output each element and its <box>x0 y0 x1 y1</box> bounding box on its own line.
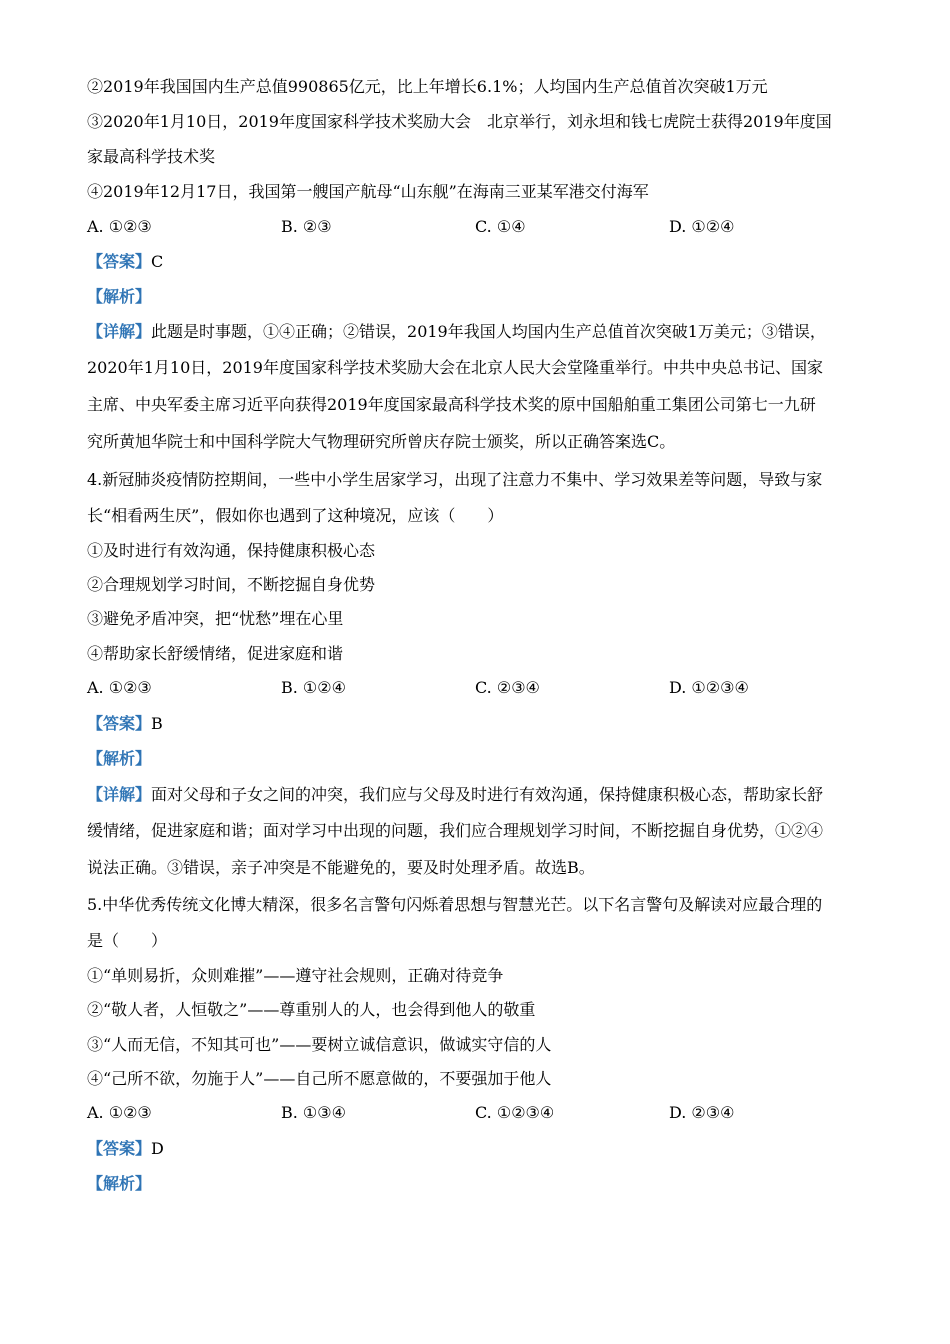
q4-analysis <box>87 748 151 770</box>
q3-item-3-cont: 家最高科学技术奖 <box>87 147 216 166</box>
q3-analysis <box>87 286 151 308</box>
answer-value: C <box>151 252 164 271</box>
q5-item-2: ②“敬人者，人恒敬之”——尊重别人的人，也会得到他人的敬重 <box>87 1000 536 1019</box>
answer-value: D <box>151 1139 164 1158</box>
q3-detail-line: 究所黄旭华院士和中国科学院大气物理研究所曾庆存院士颁奖，所以正确答案选C。 <box>87 432 676 451</box>
q4-option-c: C. ②③④ <box>475 678 540 697</box>
q4-item-1: ①及时进行有效沟通，保持健康积极心态 <box>87 541 376 560</box>
q5-analysis <box>87 1173 151 1195</box>
q4-detail-line: 说法正确。③错误，亲子冲突是不能避免的，要及时处理矛盾。故选B。 <box>87 858 595 877</box>
q5-answer <box>87 1138 164 1160</box>
analysis-tag: 【解析】 <box>87 1174 152 1193</box>
q5-item-3: ③“人而无信，不知其可也”——要树立诚信意识，做诚实守信的人 <box>87 1035 552 1054</box>
q5-item-1: ①“单则易折，众则难摧”——遵守社会规则，正确对待竞争 <box>87 966 504 985</box>
q4-option-d: D. ①②③④ <box>669 678 749 697</box>
q5-stem-cont: 是（ ） <box>87 931 168 950</box>
q3-option-d: D. ①②④ <box>669 217 735 236</box>
analysis-tag: 【解析】 <box>87 287 152 306</box>
q4-item-4: ④帮助家长舒缓情绪，促进家庭和谐 <box>87 644 344 663</box>
q3-answer <box>87 251 163 273</box>
q3-detail-line: 2020年1月10日，2019年度国家科学技术奖励大会在北京人民大会堂隆重举行。中共中央总书记、国家 <box>87 358 823 377</box>
answer-tag: 【答案】 <box>87 1139 152 1158</box>
answer-value: B <box>151 714 163 733</box>
q3-detail-line: 【详解】此题是时事题，①④正确；②错误，2019年我国人均国内生产总值首次突破1万美元；③错误， <box>87 322 826 341</box>
q3-item-3: ③2020年1月10日，2019年度国家科学技术奖励大会 北京举行，刘永坦和钱七虎院士获得2019年度国 <box>87 112 832 131</box>
q5-stem: 5.中华优秀传统文化博大精深，很多名言警句闪烁着思想与智慧光芒。以下名言警句及解读对应最合理的 <box>87 895 823 914</box>
q3-option-a: A. ①②③ <box>87 217 152 236</box>
detail-tag: 【详解】 <box>87 785 152 804</box>
q3-item-2: ②2019年我国国内生产总值990865亿元，比上年增长6.1%；人均国内生产总值首次突破1万元 <box>87 77 768 96</box>
q4-stem-cont: 长“相看两生厌”，假如你也遇到了这种境况，应该（ ） <box>87 506 504 525</box>
analysis-tag: 【解析】 <box>87 749 152 768</box>
q5-option-b: B. ①③④ <box>281 1103 346 1122</box>
q3-option-b: B. ②③ <box>281 217 332 236</box>
q3-detail-line: 主席、中央军委主席习近平向获得2019年度国家最高科学技术奖的原中国船舶重工集团公司第七一九研 <box>87 395 816 414</box>
detail-tag: 【详解】 <box>87 322 152 341</box>
q3-option-c: C. ①④ <box>475 217 526 236</box>
q4-item-3: ③避免矛盾冲突，把“忧愁”埋在心里 <box>87 609 344 628</box>
q4-detail-line: 缓情绪，促进家庭和谐；面对学习中出现的问题，我们应合理规划学习时间，不断挖掘自身优势，①②④ <box>87 821 824 840</box>
q5-option-c: C. ①②③④ <box>475 1103 555 1122</box>
answer-tag: 【答案】 <box>87 714 152 733</box>
q5-item-4: ④“己所不欲，勿施于人”——自己所不愿意做的，不要强加于他人 <box>87 1069 552 1088</box>
q5-option-d: D. ②③④ <box>669 1103 735 1122</box>
q3-item-4: ④2019年12月17日，我国第一艘国产航母“山东舰”在海南三亚某军港交付海军 <box>87 182 649 201</box>
q4-stem: 4.新冠肺炎疫情防控期间，一些中小学生居家学习，出现了注意力不集中、学习效果差等问题，导致与家 <box>87 470 823 489</box>
q4-option-b: B. ①②④ <box>281 678 346 697</box>
q4-item-2: ②合理规划学习时间，不断挖掘自身优势 <box>87 575 376 594</box>
answer-tag: 【答案】 <box>87 252 152 271</box>
q4-answer <box>87 713 163 735</box>
q4-option-a: A. ①②③ <box>87 678 152 697</box>
q5-option-a: A. ①②③ <box>87 1103 152 1122</box>
q4-detail-line: 【详解】面对父母和子女之间的冲突，我们应与父母及时进行有效沟通，保持健康积极心态，帮助家长舒 <box>87 785 824 804</box>
